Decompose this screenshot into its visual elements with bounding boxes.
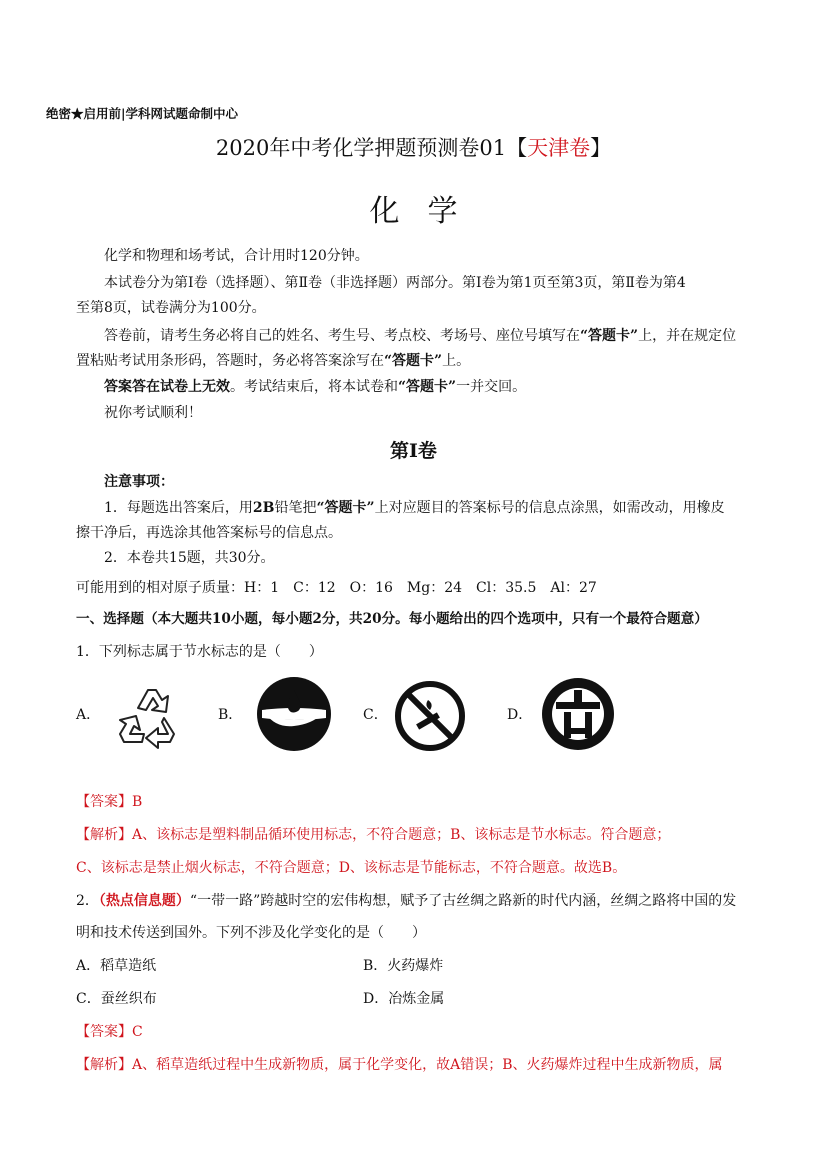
note-1-pencil: 2B xyxy=(252,500,275,516)
q1-answer-value: B xyxy=(132,794,143,810)
q2-option-b: B．火药爆炸 xyxy=(363,958,444,974)
q2-answer xyxy=(76,1020,143,1044)
notes-heading: 注意事项： xyxy=(104,474,174,490)
q1-answer xyxy=(76,790,142,814)
water-saving-icon xyxy=(256,676,332,756)
q2-analysis-label: 【解析】 xyxy=(76,1057,132,1073)
intro-line-4-c: 上，并在规定位 xyxy=(638,328,737,344)
note-1-e: 上对应题目的答案标号的信息点涂黑，如需改动，用橡皮 xyxy=(374,500,725,516)
q2-analysis-text-1: A、稻草造纸过程中生成新物质，属于化学变化，故A错误；B、火药爆炸过程中生成新物质，属 xyxy=(132,1057,723,1073)
answer-card-term: “答题卡” xyxy=(384,353,443,369)
intro-line-5-a: 置粘贴考试用条形码，答题时，务必将答案涂写在 xyxy=(76,353,384,369)
energy-saving-icon xyxy=(540,676,616,756)
intro-line-6-b: 。考试结束后，将本试卷和 xyxy=(230,379,398,395)
invalid-warning: 答案答在试卷上无效 xyxy=(104,379,230,395)
answer-card-term: “答题卡” xyxy=(316,500,375,516)
q1-analysis-label: 【解析】 xyxy=(76,827,132,843)
note-1 xyxy=(104,496,725,520)
answer-card-term: “答题卡” xyxy=(398,379,457,395)
intro-line-5-c: 上。 xyxy=(442,353,471,369)
q1-option-d-label: D． xyxy=(507,707,533,723)
intro-line-4 xyxy=(104,324,736,348)
note-1-c: 铅笔把 xyxy=(274,500,317,516)
exam-title xyxy=(0,132,827,162)
q2-stem-line-1 xyxy=(76,889,736,913)
title-bracket-open: 【 xyxy=(506,136,528,160)
q1-option-a-label: A． xyxy=(76,707,101,723)
intro-line-2: 本试卷分为第Ⅰ卷（选择题）、第Ⅱ卷（非选择题）两部分。第Ⅰ卷为第1页至第3页，第Ⅱ卷为第4 xyxy=(104,275,686,291)
q1-stem: 1．下列标志属于节水标志的是（ ） xyxy=(76,644,323,660)
title-bracket-close: 】 xyxy=(590,136,612,160)
volume-title: 第Ⅰ卷 xyxy=(390,440,437,462)
q1-option-b-label: B． xyxy=(218,707,243,723)
q2-answer-value: C xyxy=(132,1024,143,1040)
title-region: 天津卷 xyxy=(527,136,591,160)
q1-analysis-line-1 xyxy=(76,823,670,847)
subject-title: 化学 xyxy=(369,194,486,229)
intro-line-3: 至第8页，试卷满分为100分。 xyxy=(76,300,266,316)
atomic-masses: 可能用到的相对原子质量：H：1 C：12 O：16 Mg：24 Cl：35.5 Al：27 xyxy=(76,580,597,596)
intro-line-6 xyxy=(104,375,526,399)
q1-answer-label: 【答案】 xyxy=(76,794,132,810)
intro-line-5 xyxy=(76,349,470,373)
q2-number: 2． xyxy=(76,893,99,909)
q1-option-c-label: C． xyxy=(363,707,388,723)
q2-tag: （热点信息题） xyxy=(98,893,190,909)
secret-label: 绝密★启用前|学科网试题命制中心 xyxy=(46,106,239,121)
note-1-a: 1．每题选出答案后，用 xyxy=(104,500,253,516)
q2-stem-text-1: “一带一路”跨越时空的宏伟构想，赋予了古丝绸之路新的时代内涵，丝绸之路将中国的发 xyxy=(189,893,737,909)
intro-line-1: 化学和物理和场考试，合计用时120分钟。 xyxy=(104,248,369,264)
q2-option-c: C．蚕丝织布 xyxy=(76,991,157,1007)
answer-card-term: “答题卡” xyxy=(580,328,639,344)
q1-analysis-line-2: C、该标志是禁止烟火标志，不符合题意；D、该标志是节能标志，不符合题意。故选B。 xyxy=(76,860,627,876)
no-smoking-icon xyxy=(394,680,466,756)
q2-option-a: A．稻草造纸 xyxy=(76,958,157,974)
q2-analysis-line-1 xyxy=(76,1053,723,1077)
intro-line-6-d: 一并交回。 xyxy=(456,379,527,395)
section-heading: 一、选择题（本大题共10小题，每小题2分，共20分。每小题给出的四个选项中，只有一个最符合题意） xyxy=(76,611,708,627)
note-2: 2．本卷共15题，共30分。 xyxy=(104,550,275,566)
q2-stem-line-2: 明和技术传送到国外。下列不涉及化学变化的是（ ） xyxy=(76,925,426,941)
recycle-icon xyxy=(118,680,184,754)
q1-analysis-text-1: A、该标志是塑料制品循环使用标志，不符合题意；B、该标志是节水标志。符合题意； xyxy=(132,827,671,843)
intro-line-7: 祝你考试顺利！ xyxy=(104,405,202,421)
intro-line-4-a: 答卷前，请考生务必将自己的姓名、考生号、考点校、考场号、座位号填写在 xyxy=(104,328,580,344)
title-main: 2020年中考化学押题预测卷01 xyxy=(215,136,507,160)
q2-option-d: D．冶炼金属 xyxy=(363,991,445,1007)
note-1-cont: 擦干净后，再选涂其他答案标号的信息点。 xyxy=(76,525,342,541)
q2-answer-label: 【答案】 xyxy=(76,1024,132,1040)
